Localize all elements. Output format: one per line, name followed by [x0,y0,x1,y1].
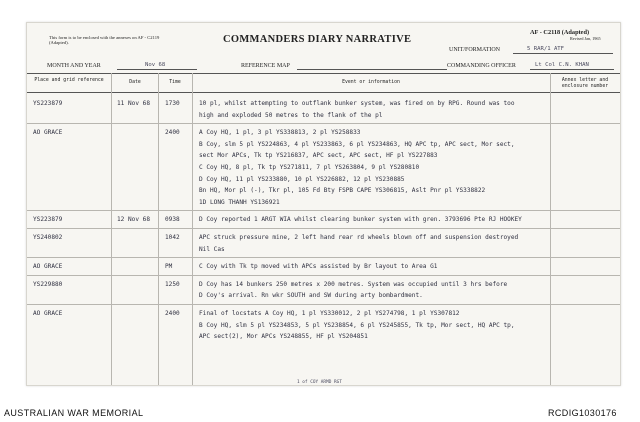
column-header-annex: Annex letter and enclosure number [561,78,609,89]
entry-event-line: D Coy reported 1 ARGT WIA whilst clearing bunker system with gren. 3793696 Pte RJ HOOKEY [199,216,522,224]
entry-event-line: D Coy has 14 bunkers 250 metres x 200 metres. System was occupied until 3 hrs before [199,280,508,288]
entry-event-line: 10 pl, whilst attempting to outflank bunker system, was fired on by RPG. Round was too [199,100,515,107]
entry-divider [27,257,620,258]
commanding-officer-label: COMMANDING OFFICER [447,63,516,69]
reference-map-label: REFERENCE MAP [241,63,290,69]
column-header-date: Date [129,80,141,85]
entry-event-line: C Coy with Tk tp moved with APCs assisted by Br layout to Area G1 [199,263,438,271]
footer-record-id: RCDIG1030176 [548,408,617,418]
entry-event-line: D Coy's arrival. Rn wkr SOUTH and SW during arty bombardment. [199,292,423,300]
footer-source: AUSTRALIAN WAR MEMORIAL [4,408,144,418]
entry-place: YS223879 [33,100,63,107]
entry-event-line: C Coy HQ, 8 pl, Tk tp YS271811, 7 pl YS263804, 9 pl YS280810 [199,164,420,171]
entry-time: 2400 [165,310,180,317]
entry-time: 2400 [165,129,180,137]
entry-event-line: high and exploded 50 metres to the flank of the pl [199,111,383,119]
column-header-time: Time [169,80,181,85]
entry-place: YS240802 [33,234,63,241]
entry-event-line: B Coy, slm 5 pl YS224863, 4 pl YS233863, 6 pl YS234863, HQ APC tp, APC sect, Mor sect, [199,140,515,148]
entry-date: 11 Nov 68 [117,100,151,107]
entry-event-line: Final of locstats A Coy HQ, 1 pl YS330012, 2 pl YS274798, 1 pl YS307812 [199,310,460,317]
entry-date: 12 Nov 68 [117,216,151,224]
entry-event-line: 1D LONG THANH YS136921 [199,198,280,206]
entry-event-line: APC struck pressure mine, 2 left hand rear rd wheels blown off and suspension destroyed [199,234,519,241]
entry-divider [27,228,620,229]
entry-event-line: sect Mor APCs, Tk tp YS216837, APC sect, APC sect, HF pl YS227883 [199,152,438,160]
entry-divider [27,304,620,305]
entry-place: AO GRACE [33,263,63,271]
column-header-place: Place and grid reference [34,78,104,83]
entry-place: AO GRACE [33,129,63,137]
entry-event-line: APC sect(2), Mor APCs YS248855, HF pl YS204851 [199,333,368,341]
entry-place: AO GRACE [33,310,63,317]
commanding-officer-value: Lt Col C.N. KHAN [535,62,589,68]
month-year-label: MONTH AND YEAR [47,63,101,69]
unit-value: 5 RAR/1 ATF [527,46,565,52]
month-year-value: Nov 68 [145,62,166,68]
unit-label: UNIT/FORMATION [449,47,500,53]
entry-time: 1042 [165,234,180,241]
entry-place: YS229880 [33,280,63,288]
entry-place: YS223879 [33,216,63,224]
entry-divider [27,275,620,276]
form-revised-date: Revised Jan, 1965 [570,36,601,41]
entry-event-line: Nil Cas [199,245,225,253]
entry-event-line: B Coy HQ, slm 5 pl YS234853, 5 pl YS238854, 6 pl YS245855, Tk tp, Mor sect, HQ APC tp, [199,321,515,329]
diary-sheet [26,22,621,386]
entry-time: 1730 [165,100,180,107]
form-enclosure-note: This form is to be enclosed with the annexes on AF - C2119 (Adapted). [49,35,160,46]
form-number: AF - C2118 (Adapted) [530,29,590,36]
entry-divider [27,210,620,211]
entry-time: 1250 [165,280,180,288]
column-header-event: Event or information [342,80,400,85]
bottom-stamp: 1 of COY ARMD RGT [297,380,342,385]
entry-time: 0938 [165,216,180,224]
entry-event-line: Bn HQ, Mor pl (-), Tkr pl, 105 Fd Bty FSPB CAPE YS306815, Aslt Pnr pl YS338822 [199,187,486,195]
entry-time: PM [165,263,173,271]
page-title: COMMANDERS DIARY NARRATIVE [223,34,412,45]
entry-divider [27,123,620,124]
entry-event-line: A Coy HQ, 1 pl, 3 pl YS338813, 2 pl YS258833 [199,129,361,137]
entry-event-line: D Coy HQ, 11 pl YS233880, 10 pl YS226882, 12 pl YS230885 [199,175,405,183]
